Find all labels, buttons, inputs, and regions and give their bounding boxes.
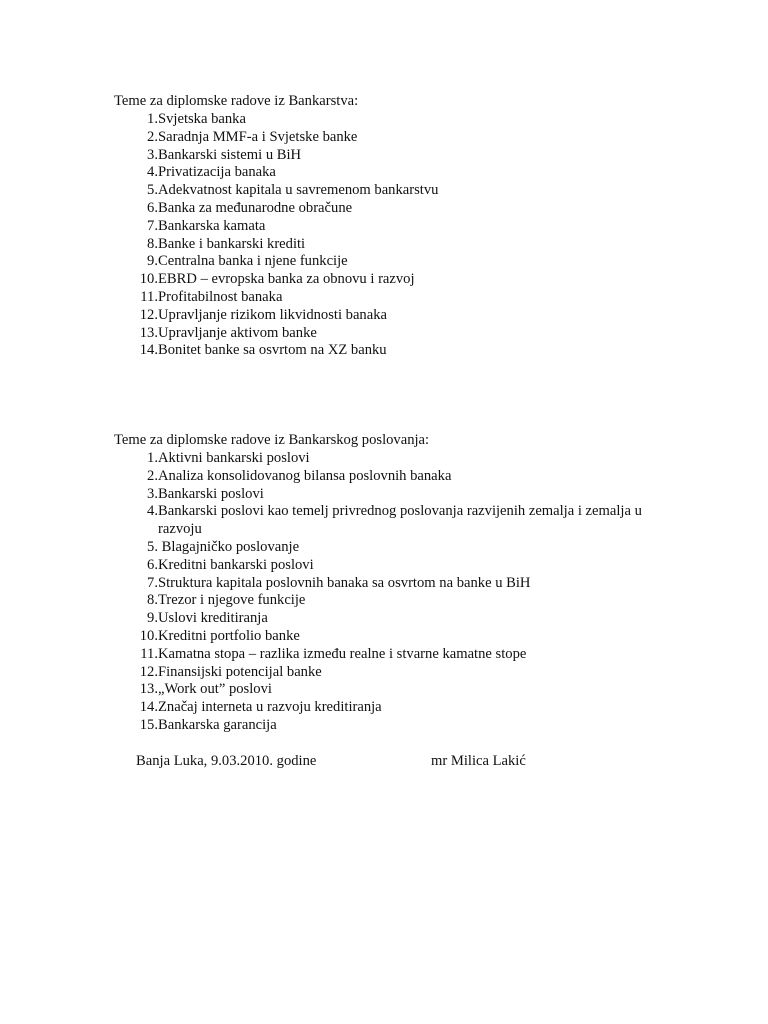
list-item-number: 3.: [147, 485, 158, 502]
section-heading-bankarsko-poslovanje: Teme za diplomske radove iz Bankarskog poslovanja:: [114, 432, 430, 448]
list-item-text: Bankarski poslovi kao temelj privrednog poslovanja razvijenih zemalja i zemalja u razvoju: [158, 503, 646, 538]
list-item-text: Aktivni bankarski poslovi: [158, 450, 310, 466]
list-item: [114, 307, 658, 325]
list-item: [114, 271, 658, 289]
list-item: [114, 664, 658, 682]
list-item-number: 6.: [147, 556, 158, 573]
list-item: [114, 236, 658, 254]
list-item-text: Profitabilnost banaka: [158, 288, 283, 305]
list-item: [114, 486, 658, 504]
list-item-text: Uslovi kreditiranja: [158, 610, 268, 627]
topic-list-bankarsko-poslovanje: [114, 450, 658, 735]
list-item-number: 10.: [139, 271, 158, 288]
section-heading-bankarstvo: Teme za diplomske radove iz Bankarstva:: [114, 93, 359, 109]
list-item-text: EBRD – evropska banka za obnovu i razvoj: [158, 271, 415, 288]
list-item-text: Kreditni portfolio banke: [158, 627, 300, 644]
list-item-number: 10.: [139, 627, 158, 644]
list-item: [114, 253, 658, 271]
list-item-number: 2.: [147, 128, 158, 145]
list-item: [114, 717, 658, 735]
list-item-text: Banke i bankarski krediti: [158, 235, 306, 252]
list-item: [114, 468, 658, 486]
list-item: [114, 681, 658, 699]
list-item-text: Analiza konsolidovanog bilansa poslovnih banaka: [158, 467, 452, 484]
list-item-text: Banka za međunarodne obračune: [158, 199, 353, 216]
list-item-number: 14.: [139, 342, 158, 359]
list-item-text: Adekvatnost kapitala u savremenom bankarstvu: [158, 182, 439, 199]
list-item-text: Struktura kapitala poslovnih banaka sa osvrtom na banke u BiH: [158, 574, 531, 591]
list-item: [114, 182, 658, 200]
list-item-text: Upravljanje rizikom likvidnosti banaka: [158, 306, 387, 323]
list-item-text: Blagajničko poslovanje: [158, 538, 300, 555]
list-item: [114, 539, 658, 557]
list-item-text: Kreditni bankarski poslovi: [158, 556, 314, 573]
list-item: [114, 628, 658, 646]
list-item-text: Svjetska banka: [158, 111, 246, 127]
list-item-number: 3.: [147, 146, 158, 163]
list-item-text: Privatizacija banaka: [158, 164, 276, 181]
list-item-text: Trezor i njegove funkcije: [158, 592, 306, 609]
list-item-text: Centralna banka i njene funkcije: [158, 253, 348, 270]
list-item-number: 13.: [139, 324, 158, 341]
list-item: [114, 325, 658, 343]
list-item-number: 7.: [147, 217, 158, 234]
list-item-text: Kamatna stopa – razlika između realne i stvarne kamatne stope: [158, 645, 527, 662]
author-signature: mr Milica Lakić: [431, 753, 526, 769]
list-item-number: 1.: [147, 450, 158, 466]
list-item-number: 12.: [139, 663, 158, 680]
list-item-number: 4.: [147, 503, 158, 520]
list-item-text: „Work out” poslovi: [158, 681, 272, 698]
list-item-text: Bankarski sistemi u BiH: [158, 146, 302, 163]
list-item-number: 7.: [147, 574, 158, 591]
list-item-number: 5.: [147, 538, 158, 555]
topic-list-bankarstvo: [114, 111, 658, 360]
list-item-text: Upravljanje aktivom banke: [158, 324, 317, 341]
list-item-number: 8.: [147, 235, 158, 252]
list-item-text: Saradnja MMF-a i Svjetske banke: [158, 128, 358, 145]
list-item: [114, 147, 658, 165]
list-item: [114, 646, 658, 664]
list-item-number: 1.: [147, 111, 158, 127]
list-item-number: 13.: [139, 681, 158, 698]
list-item-number: 8.: [147, 592, 158, 609]
list-item-number: 12.: [139, 306, 158, 323]
list-item-number: 9.: [147, 253, 158, 270]
list-item: [114, 111, 658, 129]
list-item: [114, 699, 658, 717]
list-item-number: 4.: [147, 164, 158, 181]
list-item: [114, 503, 658, 539]
list-item: [114, 450, 658, 468]
list-item: [114, 575, 658, 593]
list-item-number: 14.: [139, 699, 158, 716]
list-item-text: Bonitet banke sa osvrtom na XZ banku: [158, 342, 387, 359]
list-item-number: 2.: [147, 467, 158, 484]
list-item: [114, 557, 658, 575]
list-item: [114, 289, 658, 307]
list-item: [114, 592, 658, 610]
list-item: [114, 200, 658, 218]
list-item-text: Značaj interneta u razvoju kreditiranja: [158, 699, 382, 716]
list-item: [114, 218, 658, 236]
list-item: [114, 129, 658, 147]
list-item-text: Finansijski potencijal banke: [158, 663, 322, 680]
list-item-number: 6.: [147, 199, 158, 216]
list-item-number: 9.: [147, 610, 158, 627]
list-item-number: 11.: [140, 645, 158, 662]
list-item-number: 5.: [147, 182, 158, 199]
list-item: [114, 342, 658, 360]
list-item-text: Bankarska kamata: [158, 217, 266, 234]
list-item: [114, 164, 658, 182]
list-item: [114, 610, 658, 628]
place-and-date: Banja Luka, 9.03.2010. godine: [136, 753, 317, 769]
list-item-number: 11.: [140, 288, 158, 305]
list-item-text: Bankarski poslovi: [158, 485, 264, 502]
list-item-text: Bankarska garancija: [158, 716, 277, 733]
list-item-number: 15.: [139, 716, 158, 733]
